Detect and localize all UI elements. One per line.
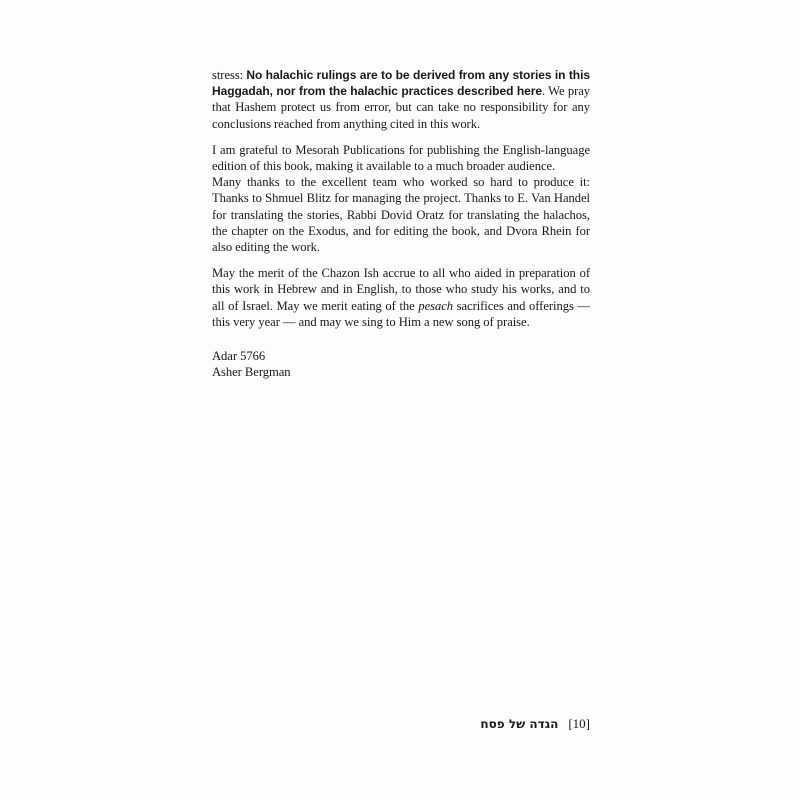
page-number: [10]: [568, 716, 590, 731]
text-run: sacrifices and offerings — this very year — and may we sing to Him a new song of praise.: [212, 298, 590, 329]
signoff: [212, 348, 590, 380]
paragraph: [212, 142, 590, 174]
paragraph: [212, 265, 590, 330]
italic-text-run: pesach: [418, 298, 453, 313]
text-run: . We pray that Hashem protect us from error, but can take no responsibility for any conclusions reached from anything cited in this work.: [212, 84, 590, 131]
paragraph: [212, 67, 590, 132]
text-run: I am grateful to Mesorah Publications for publishing the English-language edition of this book, making it available to a much broader audience.: [212, 142, 590, 174]
signoff-date: Adar 5766: [212, 349, 266, 364]
text-run: Many thanks to the excellent team who worked so hard to produce it: Thanks to Shmuel Blitz for managing the project. Thanks to E. Van Handel for translating the stories, Rabbi Dovid Oratz for translating the halachos, the chapter on the Exodus, and for editing the book, and Dvora Rhein for also editing the work.: [212, 175, 590, 255]
paragraph-list: [212, 67, 590, 330]
page-footer: [450, 716, 590, 732]
bold-text-run: No halachic rulings are to be derived from any stories in this Haggadah, nor from the halachic practices described here: [212, 68, 590, 99]
running-title: הגדה של פסח: [480, 717, 559, 731]
body-text: [212, 67, 590, 380]
signoff-author: Asher Bergman: [212, 365, 291, 380]
text-run: May the merit of the Chazon Ish accrue to all who aided in preparation of this work in Hebrew and in English, to those who study his works, and to all of Israel. May we merit eating of the: [212, 266, 590, 313]
text-run: stress:: [212, 68, 247, 82]
paragraph: [212, 174, 590, 255]
